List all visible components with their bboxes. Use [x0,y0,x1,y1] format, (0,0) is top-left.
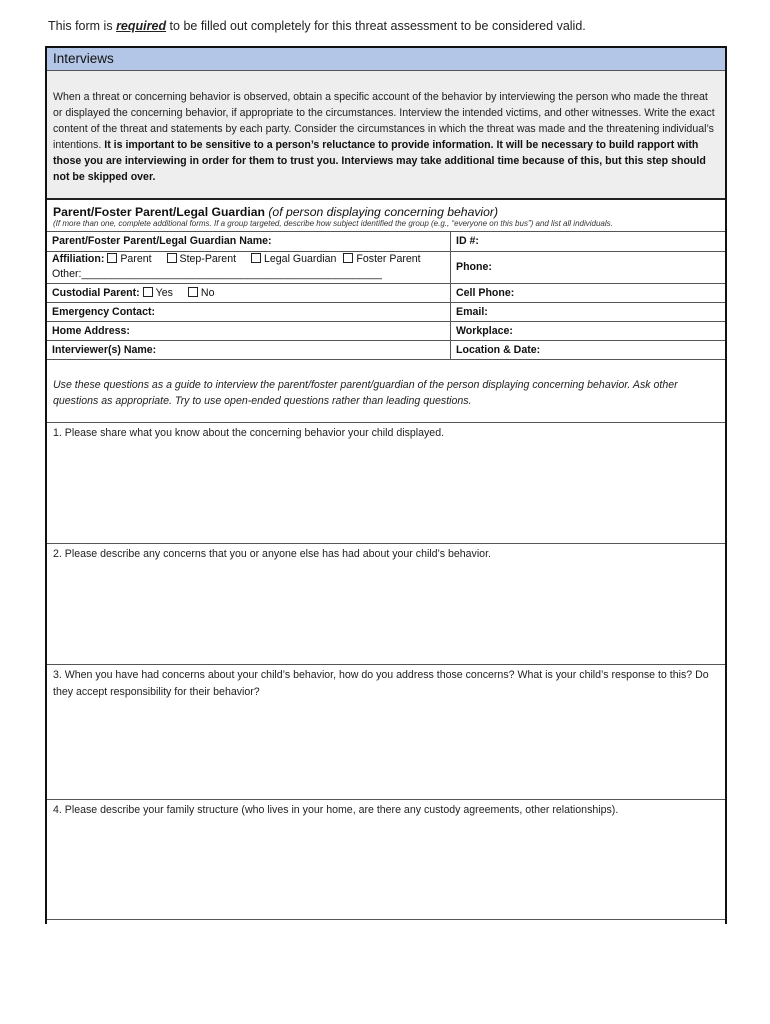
phone-field[interactable]: Phone: [451,251,726,283]
affiliation-step-parent-checkbox[interactable]: Step-Parent [167,253,237,265]
question-1-text: 1. Please share what you know about the concerning behavior your child displayed. [53,426,445,439]
cell-phone-field[interactable]: Cell Phone: [451,283,726,302]
question-2-field[interactable] [47,544,725,665]
guardian-info-table [47,232,725,360]
question-3-field[interactable] [47,665,725,800]
workplace-field[interactable]: Workplace: [451,321,726,340]
question-4-field[interactable] [47,800,725,920]
affiliation-field [47,251,451,283]
custodial-yes-checkbox[interactable]: Yes [143,287,173,299]
emergency-contact-field[interactable]: Emergency Contact: [47,302,451,321]
question-2-text: 2. Please describe any concerns that you or anyone else has had about your child’s behavior. [53,547,491,560]
question-1-field[interactable] [47,423,725,544]
affiliation-parent-checkbox[interactable]: Parent [107,253,151,265]
home-address-field[interactable]: Home Address: [47,321,451,340]
custodial-parent-field [47,283,451,302]
guardian-title-paren: (of person displaying concerning behavior) [268,205,499,219]
custodial-label: Custodial Parent: [52,286,140,299]
affiliation-label: Affiliation: [52,253,105,265]
question-3-text: 3. When you have had concerns about your child’s behavior, how do you address those concerns? What is your child’s response to this? Do they accept responsibility for their behavior? [53,668,709,698]
interviews-instructions [47,71,725,200]
interview-form [45,46,727,924]
question-4-text: 4. Please describe your family structure (who lives in your home, are there any custody agreements, other relationships). [53,803,619,816]
custodial-no-checkbox[interactable]: No [188,287,215,299]
guardian-name-field[interactable]: Parent/Foster Parent/Legal Guardian Name: [47,232,451,251]
guardian-section-title [47,200,725,219]
interviewer-name-field[interactable]: Interviewer(s) Name: [47,340,451,359]
guardian-title: Parent/Foster Parent/Legal Guardian [53,205,265,219]
required-emphasis: required [116,19,167,33]
email-field[interactable]: Email: [451,302,726,321]
notice-before: This form is [48,19,117,33]
guardian-note: (If more than one, complete additional forms. If a group targeted, describe how subject identified the group (e.g., “everyone on this bus”) and list all individuals. [47,219,725,232]
form-notice [48,19,586,33]
affiliation-legal-guardian-checkbox[interactable]: Legal Guardian [251,253,336,265]
interviews-header: Interviews [47,48,725,71]
affiliation-foster-parent-checkbox[interactable]: Foster Parent [343,253,420,265]
location-date-field[interactable]: Location & Date: [451,340,726,359]
question-guide: Use these questions as a guide to interview the parent/foster parent/guardian of the person displaying concerning behavior. Ask other questions as appropriate. Try to use open-ended questions rather than leading questions. [47,360,725,423]
affiliation-other-field[interactable]: Other:___________________________________________________ [52,268,382,280]
id-field[interactable]: ID #: [451,232,726,251]
notice-after: to be filled out completely for this threat assessment to be considered valid. [166,19,586,33]
instructions-emphasis: It is important to be sensitive to a person’s reluctance to provide information. It will be necessary to build rapport with those you are interviewing in order for them to trust you. Interviews may take additional time because of this, but this step should not be skipped over. [53,139,706,183]
instructions-text: When a threat or concerning behavior is observed, obtain a specific account of the behavior by interviewing the person who made the threat or displayed the concerning behavior, if appropriate to the circumstances. Interview the intended victims, and other witnesses. Write the exact content of the threat and statements by each party. Consider the circumstances in which the threat was made and the threatening individual’s intentions. [53,91,715,151]
